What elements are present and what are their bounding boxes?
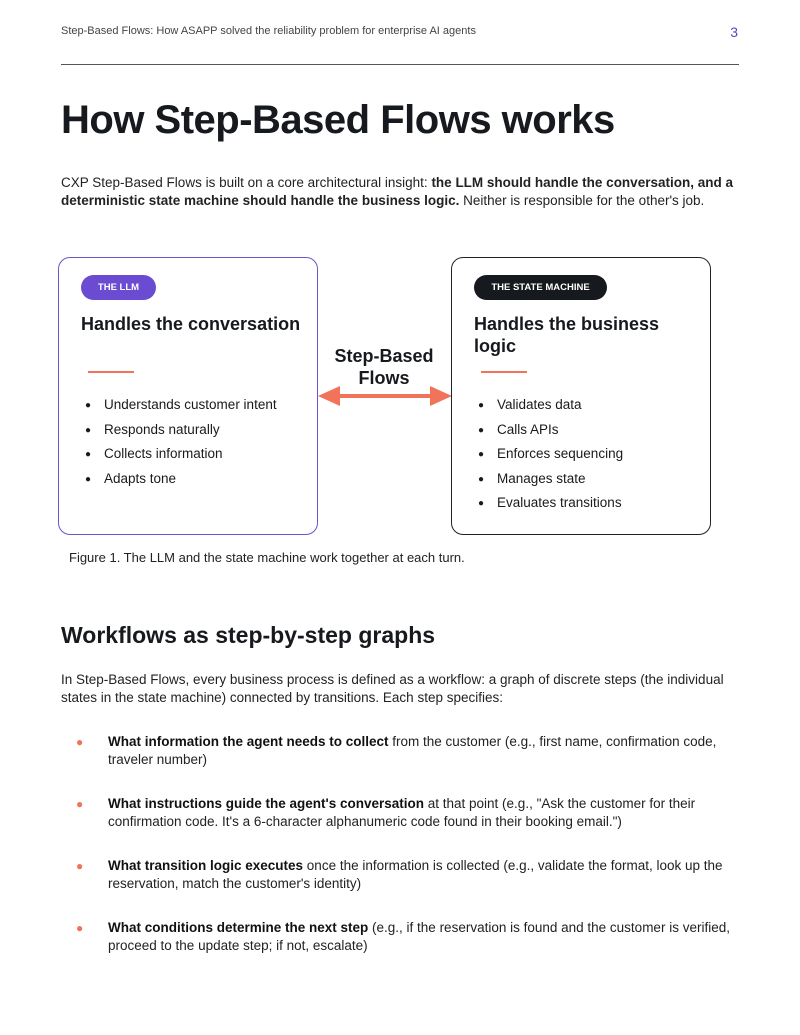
state-machine-card <box>451 257 711 535</box>
llm-badge: THE LLM <box>81 275 156 300</box>
state-machine-accent-line <box>481 371 527 373</box>
bullet-text: once the information is collected (e.g., validate the format, look up the reservation, match the customer's identity) <box>108 858 723 891</box>
list-item: ● Calls APIs <box>478 422 623 447</box>
list-item <box>61 857 741 919</box>
running-header: Step-Based Flows: How ASAPP solved the reliability problem for enterprise AI agents <box>61 25 476 37</box>
list-item: ● Collects information <box>85 446 277 471</box>
section-body: In Step-Based Flows, every business process is defined as a workflow: a graph of discrete steps (the individual states in the state machine) connected by transitions. Each step specifies: <box>61 672 724 705</box>
intro-text-end: Neither is responsible for the other's job. <box>459 193 705 208</box>
bullet-text: from the customer (e.g., first name, confirmation code, traveler number) <box>108 734 717 767</box>
bullet-icon: ● <box>76 797 84 811</box>
bullet-icon: ● <box>76 735 84 749</box>
step-based-flows-label: Step-Based Flows <box>334 346 434 388</box>
bullet-text: (e.g., if the reservation is found and the customer is verified, proceed to the update step; if not, escalate) <box>108 920 730 953</box>
bullet-text: at that point (e.g., "Ask the customer for their confirmation code. It's a 6-character alphanumeric code found in their booking email.") <box>108 796 696 829</box>
intro-text-start: CXP Step-Based Flows is built on a core architectural insight: <box>61 175 432 190</box>
bullet-bold: What conditions determine the next step <box>108 920 369 935</box>
intro-bold-text: the LLM should handle the conversation, and a deterministic state machine should handle the business logic. <box>61 175 733 208</box>
section-title: Workflows as step-by-step graphs <box>61 622 436 648</box>
header-divider <box>61 64 739 65</box>
list-item: ● Adapts tone <box>85 471 277 496</box>
bullet-icon: ● <box>76 921 84 935</box>
state-machine-capabilities-list <box>478 397 623 520</box>
list-item: ● Validates data <box>478 397 623 422</box>
list-item: ● Understands customer intent <box>85 397 277 422</box>
list-item <box>61 733 741 795</box>
llm-card <box>58 257 318 535</box>
step-specification-list <box>61 733 741 981</box>
bullet-bold: What instructions guide the agent's conversation <box>108 796 424 811</box>
bullet-bold: What information the agent needs to collect <box>108 734 389 749</box>
list-item <box>61 795 741 857</box>
double-arrow-icon <box>318 384 452 408</box>
list-item: ● Manages state <box>478 471 623 496</box>
state-machine-card-heading: Handles the business logic <box>474 314 660 356</box>
llm-card-heading: Handles the conversation <box>81 314 301 334</box>
page-title: How Step-Based Flows works <box>61 98 615 142</box>
list-item: ● Responds naturally <box>85 422 277 447</box>
figure-caption: Figure 1. The LLM and the state machine work together at each turn. <box>69 550 465 565</box>
list-item <box>61 919 741 981</box>
list-item: ● Evaluates transitions <box>478 495 623 520</box>
llm-capabilities-list <box>85 397 277 495</box>
bullet-icon: ● <box>76 859 84 873</box>
intro-paragraph <box>61 174 741 210</box>
page-number: 3 <box>730 24 738 40</box>
bullet-bold: What transition logic executes <box>108 858 304 873</box>
list-item: ● Enforces sequencing <box>478 446 623 471</box>
llm-accent-line <box>88 371 134 373</box>
state-machine-badge: THE STATE MACHINE <box>474 275 607 300</box>
